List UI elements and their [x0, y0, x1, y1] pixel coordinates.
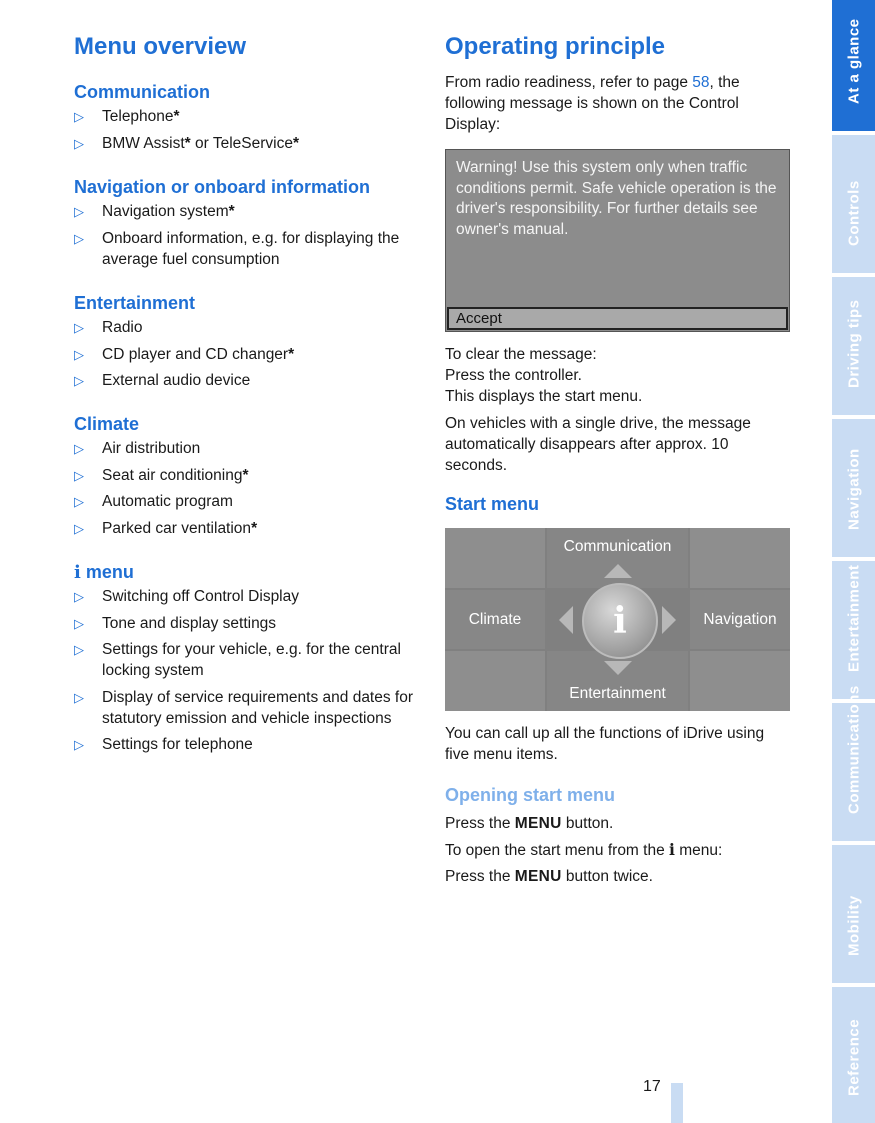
section-heading: Navigation or onboard information [74, 177, 370, 197]
section-heading: Communication [74, 82, 211, 102]
clear-line-1: To clear the message: [445, 346, 597, 363]
list-item: ▷ Air distribution [74, 440, 201, 457]
page-marker-bar [671, 1083, 683, 1123]
list-item: ▷ Display of service requirements and dates for statutory emission and vehicle inspections [74, 688, 414, 727]
list-item: ▷ Parked car ventilation* [74, 519, 258, 537]
arrow-right-icon [662, 606, 676, 634]
section-i-menu [74, 558, 419, 761]
menu-label-navigation: Navigation [703, 611, 777, 628]
section-title: Operating principle [445, 33, 666, 60]
tab-controls[interactable]: Controls [832, 135, 875, 275]
info-i-icon: i [669, 840, 675, 859]
bullet-triangle-icon: ▷ [74, 689, 84, 705]
list-item: ▷ Settings for telephone [74, 736, 253, 753]
menu-label-entertainment: Entertainment [569, 685, 666, 702]
warning-message: Warning! Use this system only when traffic conditions permit. Safe vehicle operation is the driver's responsibility. For further details see owner's manual. [456, 159, 777, 238]
bullet-triangle-icon: ▷ [74, 441, 84, 456]
bullet-triangle-icon: ▷ [74, 320, 84, 335]
arrow-up-icon [604, 564, 632, 578]
bullet-triangle-icon: ▷ [74, 373, 84, 388]
tile [445, 528, 545, 588]
list-item: ▷ BMW Assist* or TeleService* [74, 134, 299, 152]
controller-knob-icon [582, 583, 658, 659]
tab-driving-tips[interactable]: Driving tips [832, 277, 875, 417]
list-item: ▷ Onboard information, e.g. for displaying the average fuel consumption [74, 229, 400, 268]
intro-paragraph: From radio readiness, refer to page 58, the following message is shown on the Control Display: [445, 74, 740, 133]
bullet-triangle-icon: ▷ [74, 615, 84, 631]
clear-line-2: Press the controller. [445, 367, 582, 384]
bullet-triangle-icon: ▷ [74, 520, 84, 536]
accept-button: Accept [447, 307, 788, 330]
clear-line-3: This displays the start menu. [445, 388, 643, 405]
list-item: ▷ Tone and display settings [74, 614, 277, 632]
list-item: ▷ Navigation system* [74, 203, 235, 220]
start-menu-image [445, 528, 790, 711]
start-menu-heading: Start menu [445, 494, 540, 514]
list-item: ▷ Radio [74, 319, 143, 336]
section-heading: Climate [74, 414, 140, 434]
info-i-icon: i [74, 562, 81, 583]
bullet-triangle-icon: ▷ [74, 109, 84, 124]
tab-communications[interactable]: Communications [832, 703, 875, 843]
tile [547, 528, 688, 588]
section-entertainment [74, 289, 419, 397]
page-number: 17 [643, 1078, 661, 1095]
press-menu-line: Press the MENU button. [445, 815, 614, 832]
list-item: ▷ CD player and CD changer* [74, 345, 295, 363]
single-drive-paragraph: On vehicles with a single drive, the message automatically disappears after approx. 10 seconds. [445, 415, 751, 474]
start-menu-text: You can call up all the functions of iDrive using five menu items. [445, 725, 765, 763]
section-heading: i menu [74, 562, 134, 583]
section-navigation [74, 173, 419, 275]
tab-navigation[interactable]: Navigation [832, 419, 875, 559]
menu-label-communication: Communication [563, 538, 672, 555]
tile [690, 528, 790, 588]
section-climate [74, 410, 419, 544]
tab-reference[interactable]: Reference [832, 987, 875, 1123]
bullet-triangle-icon: ▷ [74, 346, 84, 362]
page-title: Menu overview [74, 33, 247, 60]
bullet-triangle-icon: ▷ [74, 467, 84, 483]
menu-label-climate: Climate [468, 611, 522, 628]
info-i-icon: i [613, 600, 627, 642]
list-item: ▷ External audio device [74, 372, 251, 389]
bullet-triangle-icon: ▷ [74, 135, 84, 151]
arrow-down-icon [604, 661, 632, 675]
tile [445, 651, 545, 711]
list-item: ▷ Settings for your vehicle, e.g. for the central locking system [74, 641, 401, 679]
arrow-left-icon [559, 606, 573, 634]
tab-at-a-glance[interactable]: At a glance [832, 0, 875, 133]
tab-entertainment[interactable]: Entertainment [832, 561, 875, 701]
press-menu-twice-line: Press the MENU button twice. [445, 868, 653, 885]
bullet-triangle-icon: ▷ [74, 204, 84, 219]
section-heading: Entertainment [74, 293, 196, 313]
tile [690, 651, 790, 711]
menu-key-label: MENU [514, 815, 562, 832]
list-item: ▷ Switching off Control Display [74, 588, 299, 605]
bullet-triangle-icon: ▷ [74, 642, 84, 657]
menu-key-label: MENU [514, 868, 562, 885]
list-item: ▷ Telephone* [74, 108, 180, 125]
bullet-triangle-icon: ▷ [74, 494, 84, 509]
section-communication [74, 78, 419, 159]
opening-start-menu-heading: Opening start menu [445, 785, 616, 805]
bullet-triangle-icon: ▷ [74, 230, 84, 246]
bullet-triangle-icon: ▷ [74, 589, 84, 604]
page-reference-link[interactable]: 58 [692, 74, 710, 91]
tab-mobility[interactable]: Mobility [832, 845, 875, 985]
open-from-i-menu-line: To open the start menu from the i menu: [445, 840, 723, 859]
bullet-triangle-icon: ▷ [74, 737, 84, 752]
warning-screen-image [445, 149, 790, 332]
list-item: ▷ Automatic program [74, 493, 233, 510]
list-item: ▷ Seat air conditioning* [74, 466, 249, 484]
